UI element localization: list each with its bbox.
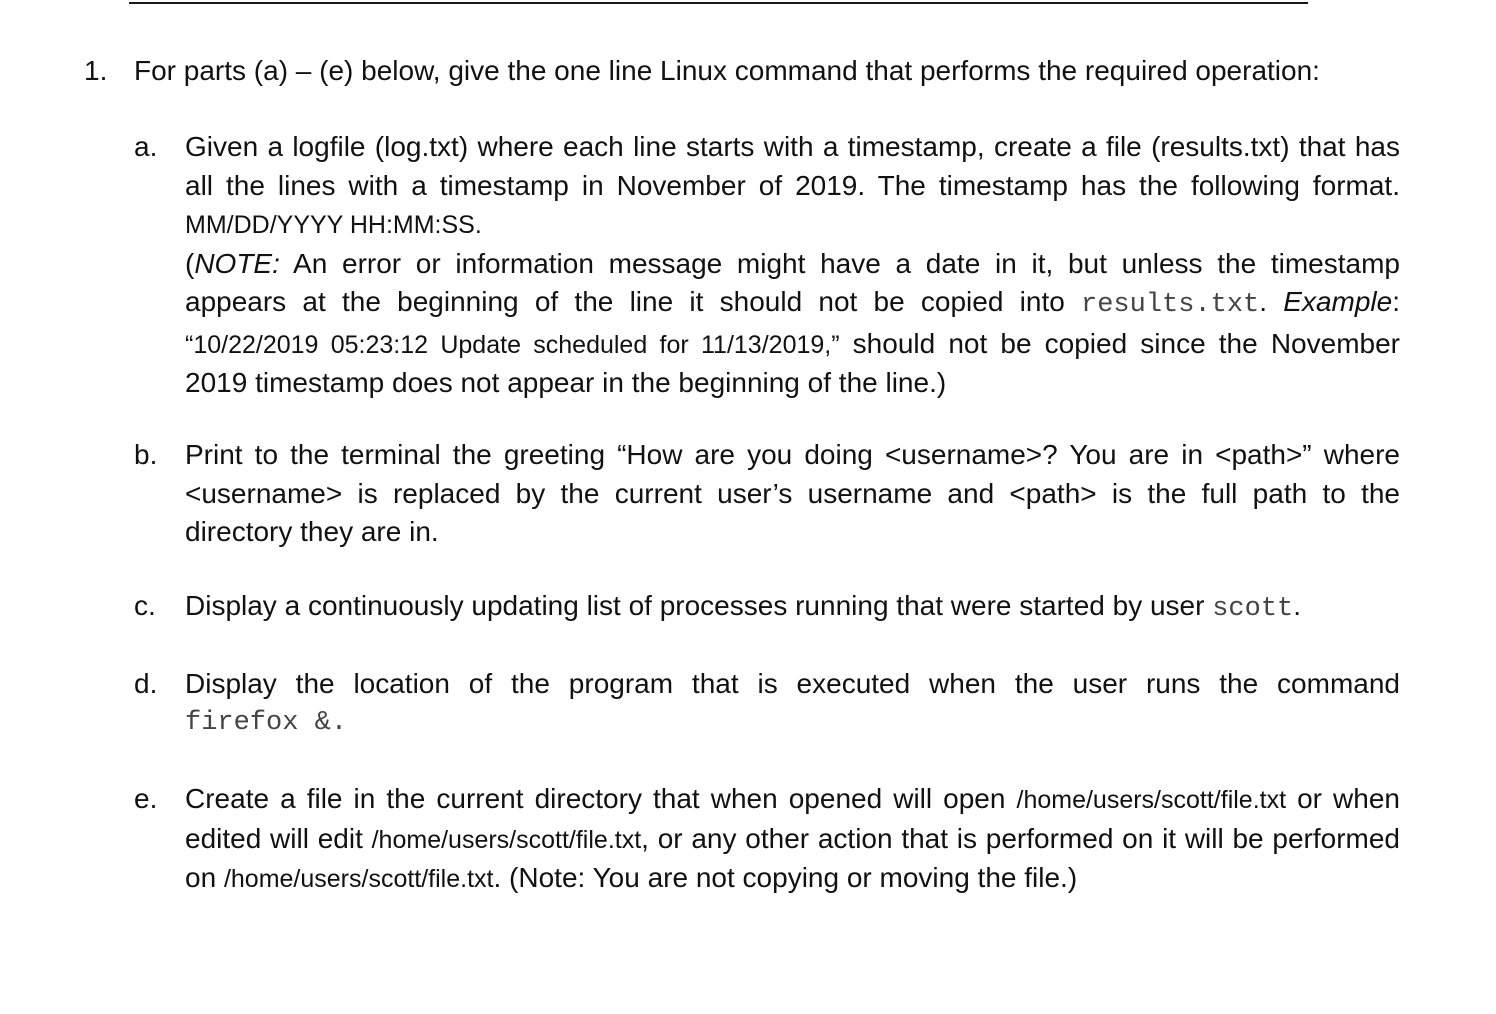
example-quote: “10/22/2019 05:23:12 Update scheduled for 11/13/2019,” (185, 330, 840, 359)
question-number: 1. (84, 55, 108, 86)
part-e (134, 780, 1400, 899)
part-d-text: Display the location of the program that is executed when the user runs the command (185, 668, 1400, 699)
timestamp-format: MM/DD/YYYY HH:MM:SS. (185, 211, 482, 239)
firefox-command-code: firefox &. (185, 707, 348, 738)
part-a-label: a. (134, 131, 158, 162)
part-c-end: . (1293, 590, 1302, 621)
note-text-1: An error or information message might have a date in it, but unless the timestamp appears at the beginning of the line it should not be copied into (185, 247, 1400, 317)
note-open: ( (185, 247, 195, 279)
part-e-text-3: , or any other action that is performed on it will be performed on (185, 822, 1400, 893)
note-text-2: . (1259, 286, 1284, 317)
example-colon: : (1392, 286, 1400, 317)
part-c-body (185, 587, 1400, 629)
part-c-text: Display a continuously updating list of processes running that were started by user (185, 590, 1213, 621)
part-a-text: Given a logfile (log.txt) where each line starts with a timestamp, create a file (results.txt) that has all the lines with a timestamp in November of 2019. The timestamp has the following format. (185, 131, 1400, 201)
note-text-3: should not be copied since the November 2019 timestamp does not appear in the beginning of the line.) (185, 327, 1400, 398)
part-d (134, 665, 1400, 742)
part-d-label: d. (134, 668, 158, 699)
part-d-body (185, 665, 1400, 742)
part-b (134, 436, 1400, 552)
part-e-body (185, 780, 1400, 899)
file-path-1: /home/users/scott/file.txt (1016, 786, 1287, 814)
part-e-text-2: or when edited will edit (185, 783, 1400, 854)
part-b-label: b. (134, 439, 158, 470)
part-c (134, 587, 1400, 629)
part-a-body (185, 128, 1400, 403)
part-c-label: c. (134, 590, 156, 621)
part-b-body: Print to the terminal the greeting “How are you doing <username>? You are in <path>” where <username> is replaced by the current user’s username and <path> is the full path to the directory they are in. (185, 439, 1400, 547)
part-a-note (185, 245, 1400, 403)
part-e-text-4: . (Note: You are not copying or moving the file.) (493, 862, 1078, 893)
question-intro: For parts (a) – (e) below, give the one line Linux command that performs the required operation: (134, 55, 1320, 86)
part-e-text-1: Create a file in the current directory that when opened will open (185, 783, 1017, 814)
note-label: NOTE: (194, 247, 280, 279)
file-path-3: /home/users/scott/file.txt (223, 865, 494, 893)
part-e-label: e. (134, 783, 158, 814)
username-code: scott (1212, 594, 1294, 624)
top-rule (129, 2, 1308, 4)
example-label: Example (1283, 286, 1393, 317)
file-path-2: /home/users/scott/file.txt (371, 825, 642, 854)
results-filename-code: results.txt (1081, 290, 1260, 320)
part-a (134, 128, 1400, 403)
